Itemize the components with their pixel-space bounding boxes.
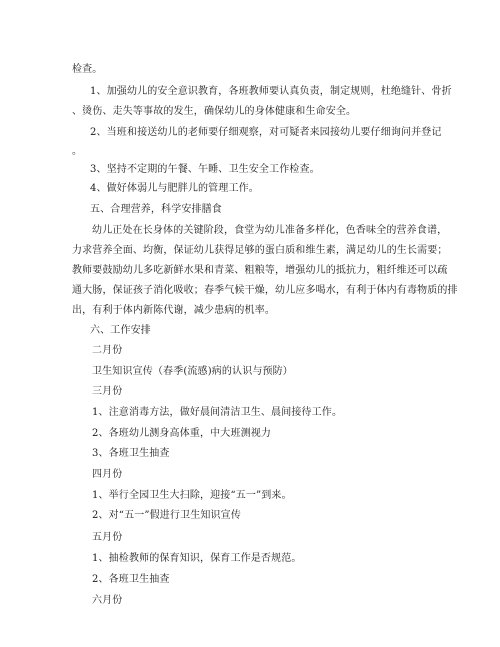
section-heading: 六、工作安排 [90,325,151,336]
text-line: 2、各班卫生抽查 [92,574,170,585]
month-heading: 二月份 [92,345,123,356]
text-line: 通大肠，保证孩子消化吸收；春季气候干燥，幼儿应多喝水，有利于体内有毒物质的排 [72,285,458,296]
text-line: 1、注意消毒方法，做好晨间清洁卫生、晨间接待工作。 [92,407,343,418]
text-line: 1、加强幼儿的安全意识教育，各班教师要认真负责，制定规则，杜绝缝针、骨折 [90,86,452,97]
text-line: 3、各班卫生抽查 [92,448,170,459]
month-heading: 六月份 [92,595,123,606]
text-line: 2、对“五一”假进行卫生知识宣传 [92,510,241,521]
text-line: 卫生知识宣传（春季(流感)病的认识与预防） [92,366,293,377]
text-line: 4、做好体弱儿与肥胖儿的管理工作。 [90,183,259,194]
month-heading: 五月份 [92,532,123,543]
text-line: 、烫伤、走失等事故的发生，确保幼儿的身体健康和生命安全。 [72,106,357,117]
text-line: 2、当班和接送幼儿的老师要仔细观察，对可疑者来园接幼儿要仔细询问并登记 [90,127,442,138]
text-line: 1、举行全园卫生大扫除，迎接“五一”到来。 [92,490,292,501]
text-line: 力求营养全面、均衡，保证幼儿获得足够的蛋白质和维生素，满足幼儿的生长需要； [72,245,448,256]
text-line: 出，有利于体内新陈代谢，减少患病的机率。 [72,305,275,316]
text-line: 检查。 [72,64,103,75]
text-line: 教师要鼓励幼儿多吃新鲜水果和青菜、粗粮等，增强幼儿的抵抗力，粗纤维还可以疏 [72,265,448,276]
text-line: 1、抽检教师的保育知识，保育工作是否规范。 [92,553,302,564]
month-heading: 三月份 [92,386,123,397]
text-line: 3、坚持不定期的午餐、午睡、卫生安全工作检查。 [90,164,320,175]
text-line: 。 [72,146,83,157]
text-line: 2、各班幼儿测身高体重，中大班测视力 [92,428,272,439]
text-line: 幼儿正处在长身体的关键阶段，食堂为幼儿准备多样化，色香味全的营养食谱， [92,225,448,236]
month-heading: 四月份 [92,469,123,480]
section-heading: 五、合理营养，科学安排膳食 [90,204,222,215]
